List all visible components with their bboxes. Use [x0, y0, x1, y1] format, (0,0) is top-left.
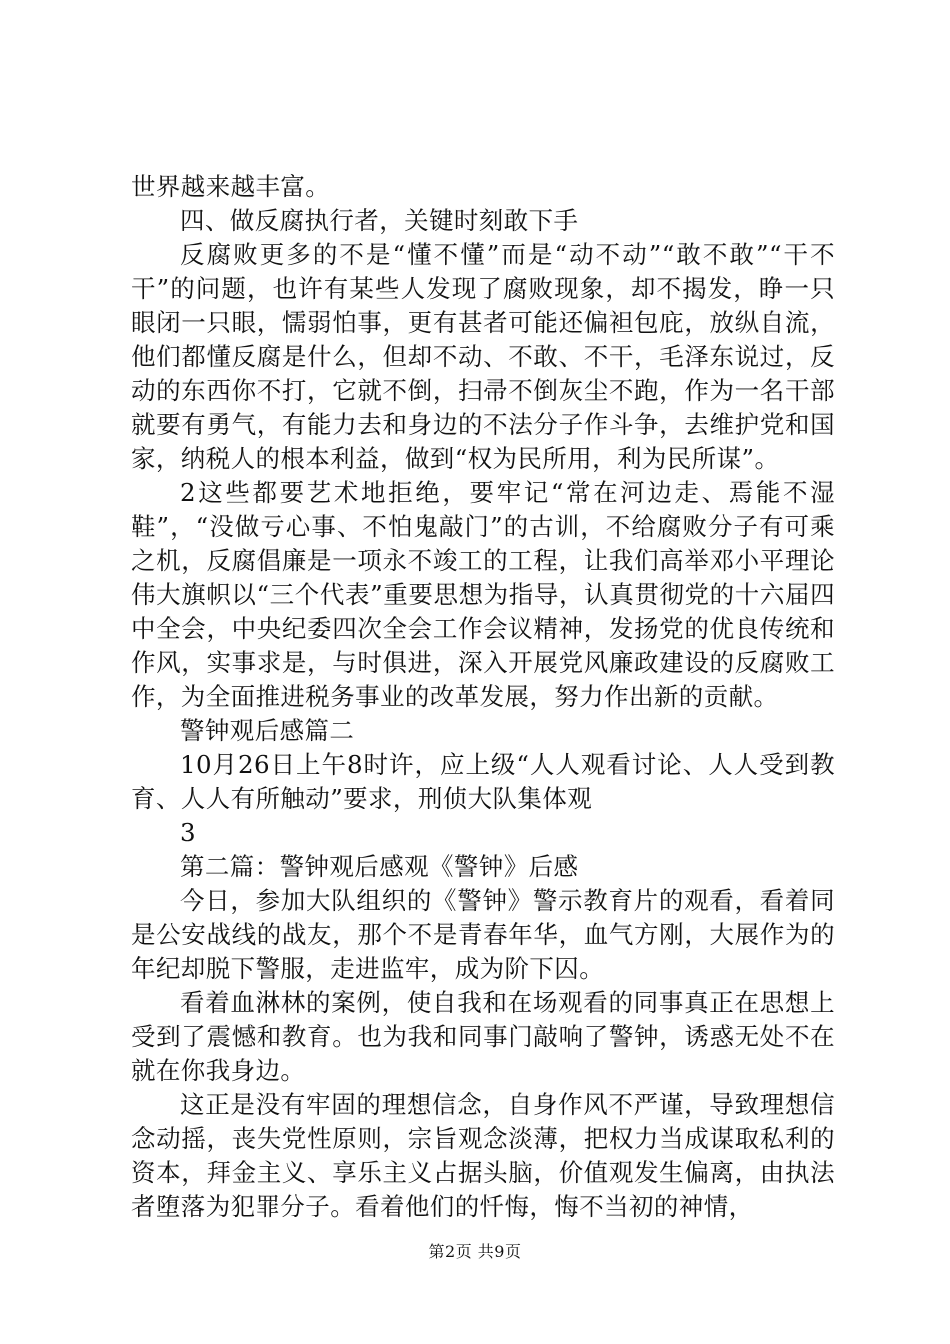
section-heading-part-two: 警钟观后感篇二 [180, 716, 355, 745]
document-body [131, 170, 835, 1224]
paragraph-4: 2这些都要艺术地拒绝，要牢记“常在河边走、焉能不湿鞋”，“没做亏心事、不怕鬼敲门”的古训，不给腐败分子有可乘之机，反腐倡廉是一项永不竣工的工程，让我们高举邓小平理论伟大旗帜以“三个代表”重要思想为指导，认真贯彻党的十六届四中全会，中央纪委四次全会工作会议精神，发扬党的优良传统和作风，实事求是，与时俱进，深入开展党风廉政建设的反腐败工作，为全面推进税务事业的改革发展，努力作出新的贡献。 [131, 478, 835, 711]
paragraph-7: 3 [180, 818, 196, 847]
paragraph-11: 这正是没有牢固的理想信念，自身作风不严谨，导致理想信念动摇，丧失党性原则，宗旨观念淡薄，把权力当成谋取私利的资本，拜金主义、享乐主义占据头脑，价值观发生偏离，由执法者堕落为犯罪分子。看着他们的忏悔，悔不当初的神情， [131, 1090, 835, 1221]
page-footer [0, 1242, 950, 1262]
paragraph-6: 10月26日上午8时许，应上级“人人观看讨论、人人受到教育、人人有所触动”要求，刑侦大队集体观 [131, 750, 835, 813]
paragraph-10: 看着血淋林的案例，使自我和在场观看的同事真正在思想上受到了震憾和教育。也为我和同事门敲响了警钟，诱惑无处不在就在你我身边。 [131, 988, 835, 1085]
paragraph-3: 反腐败更多的不是“懂不懂”而是“动不动”“敢不敢”“干不干”的问题，也许有某些人发现了腐败现象，却不揭发，睁一只眼闭一只眼，懦弱怕事，更有甚者可能还偏袒包庇，放纵自流，他们都懂反腐是什么，但却不动、不敢、不干，毛泽东说过，反动的东西你不打，它就不倒，扫帚不倒灰尘不跑，作为一名干部就要有勇气，有能力去和身边的不法分子作斗争，去维护党和国家，纳税人的根本利益，做到“权为民所用，利为民所谋”。 [131, 240, 835, 473]
paragraph-9: 今日，参加大队组织的《警钟》警示教育片的观看，看着同是公安战线的战友，那个不是青春年华，血气方刚，大展作为的年纪却脱下警服，走进监牢，成为阶下囚。 [131, 886, 835, 983]
paragraph-1: 世界越来越丰富。 [131, 172, 331, 201]
article-title-2: 第二篇：警钟观后感观《警钟》后感 [180, 852, 579, 881]
section-heading-4: 四、做反腐执行者，关键时刻敢下手 [180, 206, 579, 235]
page-number-label: 第2页 共9页 [428, 1242, 522, 1261]
